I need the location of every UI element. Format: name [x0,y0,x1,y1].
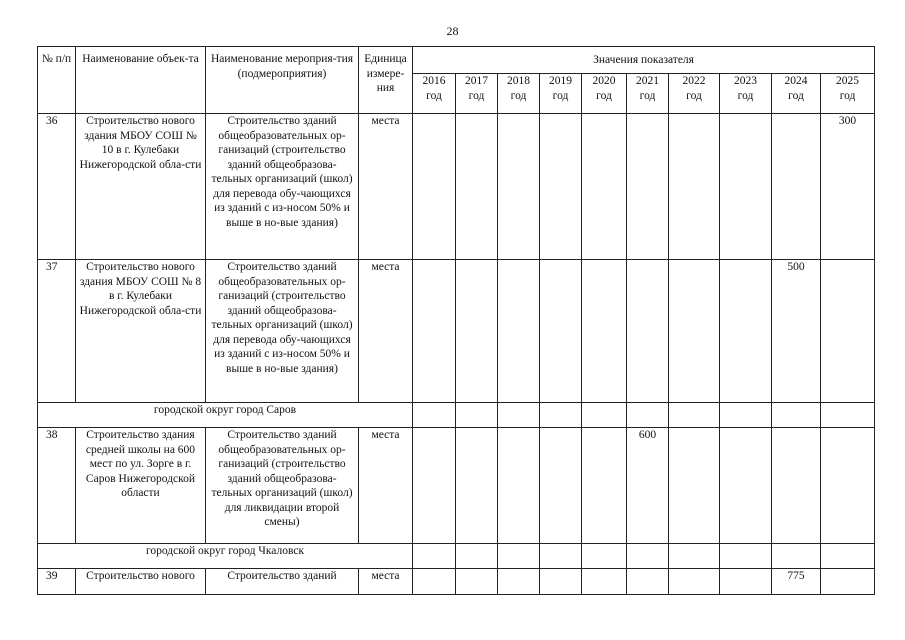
value-cell-2022 [669,544,720,569]
value-cell-2016 [413,544,456,569]
header-unit: Единица измере-ния [359,47,413,114]
header-year-2016 [413,74,456,114]
header-year-unit: год [737,89,754,102]
header-year-2019 [540,74,582,114]
value-cell-2022 [669,569,720,595]
header-year-unit: год [468,89,485,102]
value-cell-2023 [720,260,772,403]
value-cell-2024: 775 [772,569,821,595]
value-cell-2024 [772,428,821,544]
table-row [38,428,875,544]
value-cell-2016 [413,403,456,428]
header-year-2020 [582,74,627,114]
value-cell-2022 [669,114,720,260]
value-cell-2021 [627,569,669,595]
object-name-cell: Строительство нового [76,569,206,595]
value-cell-2017 [456,544,498,569]
value-cell-2018 [498,428,540,544]
value-cell-2023 [720,428,772,544]
event-name-cell: Строительство зданий общеобразовательных ор-ганизаций (строительство зданий общеобразова-тельных организаций (школ) для ликвидации второй смены) [206,428,359,544]
value-cell-2024 [772,403,821,428]
value-cell-2018 [498,114,540,260]
value-cell-2021 [627,403,669,428]
object-name-cell: Строительство нового здания МБОУ СОШ № 8 в г. Кулебаки Нижегородской обла-сти [76,260,206,403]
header-year-unit: год [596,89,612,102]
event-name-cell: Строительство зданий общеобразовательных ор-ганизаций (строительство зданий общеобразова-тельных организаций (школ) для перевода обу-чающихся из зданий с из-носом 50% и выше в но-вые здания) [206,260,359,403]
header-year-value: 2019 [549,75,572,87]
header-year-2025 [821,74,875,114]
object-name-cell: Строительство нового здания МБОУ СОШ № 10 в г. Кулебаки Нижегородской обла-сти [76,114,206,260]
section-row [38,403,875,428]
value-cell-2025 [821,428,875,544]
section-label: городской округ город Чкаловск [38,544,413,569]
value-cell-2018 [498,260,540,403]
header-year-unit: год [839,89,856,102]
header-year-2017 [456,74,498,114]
header-year-unit: год [686,89,702,102]
value-cell-2025 [821,403,875,428]
unit-cell: места [359,114,413,260]
row-number: 37 [38,260,76,403]
header-year-2024 [772,74,821,114]
value-cell-2019 [540,403,582,428]
header-year-value: 2016 [422,75,446,87]
unit-cell: места [359,428,413,544]
value-cell-2017 [456,428,498,544]
header-year-2021 [627,74,669,114]
table-row [38,569,875,595]
value-cell-2021 [627,114,669,260]
row-number: 39 [38,569,76,595]
value-cell-2020 [582,544,627,569]
value-cell-2020 [582,403,627,428]
value-cell-2021: 600 [627,428,669,544]
value-cell-2019 [540,569,582,595]
value-cell-2018 [498,403,540,428]
value-cell-2023 [720,569,772,595]
value-cell-2019 [540,114,582,260]
value-cell-2025 [821,569,875,595]
header-year-value: 2021 [636,75,659,87]
event-name-cell: Строительство зданий [206,569,359,595]
header-num: № п/п [38,47,76,114]
value-cell-2020 [582,428,627,544]
table-row [38,114,875,260]
value-cell-2023 [720,544,772,569]
value-cell-2023 [720,403,772,428]
object-name-cell: Строительство здания средней школы на 600 мест по ул. Зорге в г. Саров Нижегородской области [76,428,206,544]
header-year-unit: год [510,89,527,102]
value-cell-2024: 500 [772,260,821,403]
unit-cell: места [359,260,413,403]
header-year-unit: год [426,89,442,102]
value-cell-2025: 300 [821,114,875,260]
header-year-unit: год [552,89,569,102]
header-year-value: 2020 [592,75,616,87]
value-cell-2017 [456,114,498,260]
section-row [38,544,875,569]
value-cell-2016 [413,114,456,260]
header-year-2022 [669,74,720,114]
value-cell-2017 [456,260,498,403]
value-cell-2020 [582,114,627,260]
header-event-name: Наименование мероприя-тия (подмероприятия) [206,47,359,114]
value-cell-2019 [540,428,582,544]
value-cell-2019 [540,544,582,569]
header-year-value: 2022 [682,75,706,87]
value-cell-2016 [413,428,456,544]
header-object-name: Наименование объек-та [76,47,206,114]
value-cell-2022 [669,403,720,428]
value-cell-2016 [413,260,456,403]
value-cell-2022 [669,428,720,544]
header-year-value: 2018 [507,75,530,87]
indicator-table [37,46,875,595]
header-values-title: Значения показателя [413,47,875,74]
value-cell-2019 [540,260,582,403]
value-cell-2025 [821,544,875,569]
table-row [38,260,875,403]
value-cell-2024 [772,544,821,569]
section-label: городской округ город Саров [38,403,413,428]
page-number: 28 [446,24,459,38]
header-year-value: 2024 [784,75,808,87]
row-number: 38 [38,428,76,544]
value-cell-2021 [627,544,669,569]
header-year-2023 [720,74,772,114]
header-year-unit: год [788,89,804,102]
value-cell-2017 [456,569,498,595]
row-number: 36 [38,114,76,260]
event-name-cell: Строительство зданий общеобразовательных ор-ганизаций (строительство зданий общеобразова-тельных организаций (школ) для перевода обу-чающихся из зданий с из-носом 50% и выше в но-вые здания) [206,114,359,260]
value-cell-2018 [498,544,540,569]
unit-cell: места [359,569,413,595]
value-cell-2020 [582,260,627,403]
header-year-value: 2023 [734,75,757,87]
value-cell-2021 [627,260,669,403]
value-cell-2023 [720,114,772,260]
header-row-top [38,47,875,74]
header-year-value: 2017 [465,75,488,87]
value-cell-2016 [413,569,456,595]
header-year-value: 2025 [836,75,860,87]
header-year-unit: год [639,89,656,102]
header-year-2018 [498,74,540,114]
value-cell-2025 [821,260,875,403]
value-cell-2022 [669,260,720,403]
value-cell-2017 [456,403,498,428]
value-cell-2020 [582,569,627,595]
value-cell-2024 [772,114,821,260]
value-cell-2018 [498,569,540,595]
